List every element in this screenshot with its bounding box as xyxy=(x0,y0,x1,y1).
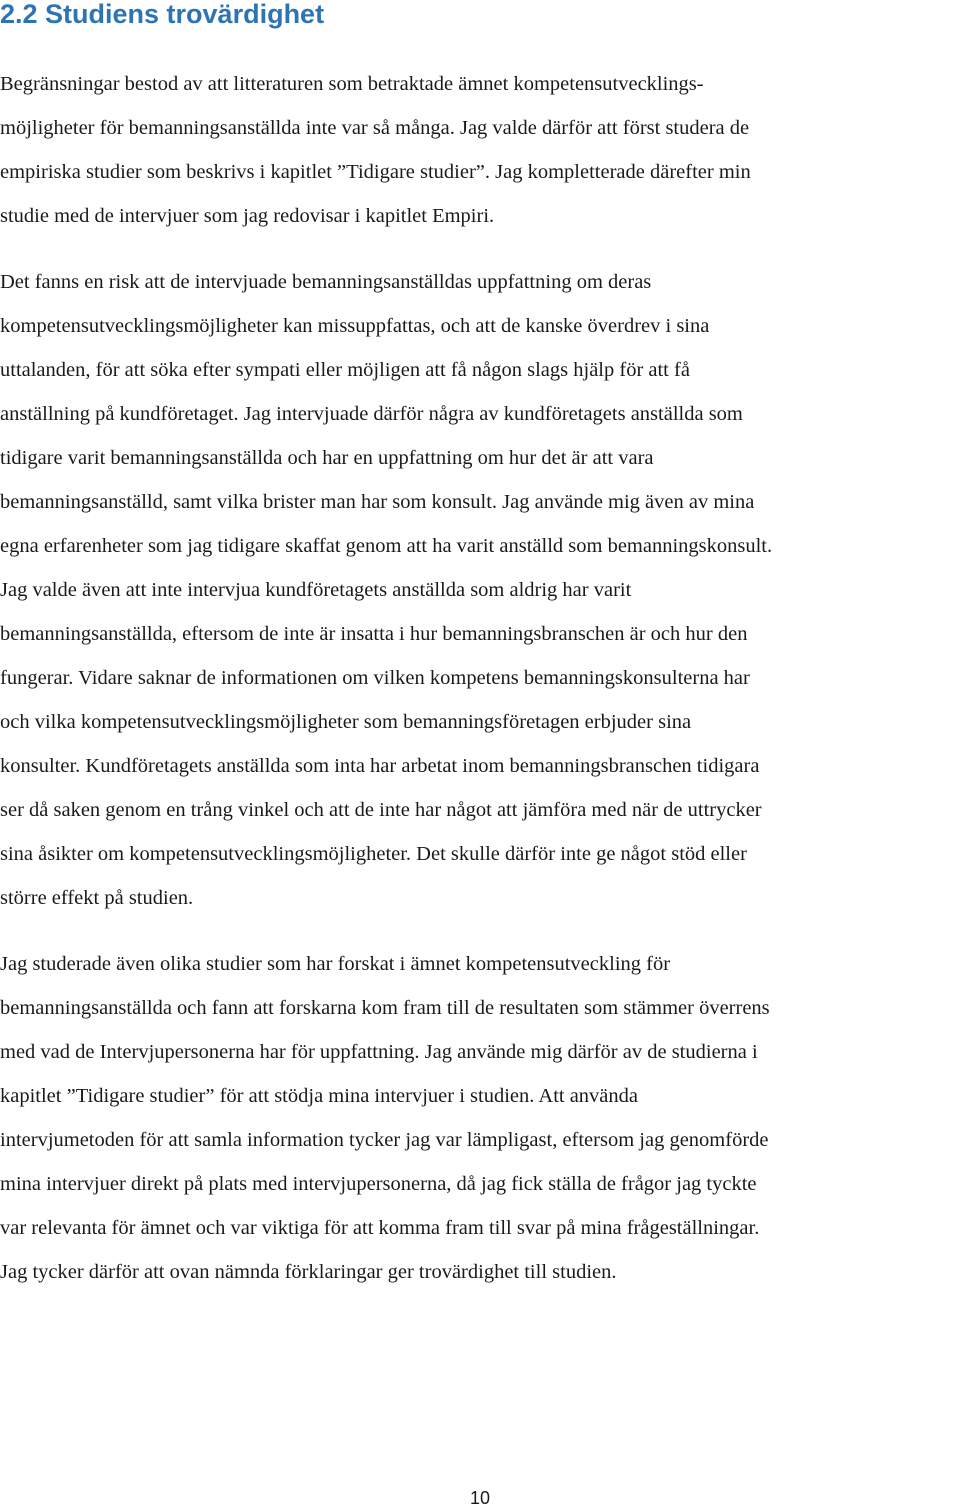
text-line: empiriska studier som beskrivs i kapitlet ”Tidigare studier”. Jag kompletterade därefter min xyxy=(0,161,751,183)
paragraph-limitations xyxy=(0,62,751,238)
text-line: Jag valde även att inte intervjua kundföretagets anställda som aldrig har varit xyxy=(0,579,632,601)
page-number: 10 xyxy=(469,1488,491,1508)
text-line: sina åsikter om kompetensutvecklingsmöjligheter. Det skulle därför inte ge något stöd eller xyxy=(0,843,747,865)
text-line: kompetensutvecklingsmöjligheter kan missuppfattas, och att de kanske överdrev i sina xyxy=(0,315,710,337)
text-line: kapitlet ”Tidigare studier” för att stödja mina intervjuer i studien. Att använda xyxy=(0,1085,639,1107)
text-line: tidigare varit bemanningsanställda och har en uppfattning om hur det är att vara xyxy=(0,447,654,469)
text-line: studie med de intervjuer som jag redovisar i kapitlet Empiri. xyxy=(0,205,495,227)
text-line: egna erfarenheter som jag tidigare skaffat genom att ha varit anställd som bemanningskonsult. xyxy=(0,535,773,557)
text-line: intervjumetoden för att samla information tycker jag var lämpligast, eftersom jag genomförde xyxy=(0,1129,769,1151)
text-line: bemanningsanställda och fann att forskarna kom fram till de resultaten som stämmer överrens xyxy=(0,997,770,1019)
section-heading: 2.2 Studiens trovärdighet xyxy=(0,0,325,29)
text-line: Jag tycker därför att ovan nämnda förklaringar ger trovärdighet till studien. xyxy=(0,1261,617,1283)
text-line: möjligheter för bemanningsanställda inte var så många. Jag valde därför att först studera de xyxy=(0,117,750,139)
paragraph-interview-risk xyxy=(0,260,772,920)
paragraph-method xyxy=(0,942,770,1294)
text-line: fungerar. Vidare saknar de informationen om vilken kompetens bemanningskonsulterna har xyxy=(0,667,750,689)
text-line: Jag studerade även olika studier som har forskat i ämnet kompetensutveckling för xyxy=(0,953,671,975)
text-line: Det fanns en risk att de intervjuade bemanningsanställdas uppfattning om deras xyxy=(0,271,652,293)
text-line: och vilka kompetensutvecklingsmöjligheter som bemanningsföretagen erbjuder sina xyxy=(0,711,692,733)
text-line: var relevanta för ämnet och var viktiga för att komma fram till svar på mina frågeställningar. xyxy=(0,1217,760,1239)
text-line: mina intervjuer direkt på plats med intervjupersonerna, då jag fick ställa de frågor jag tyckte xyxy=(0,1173,757,1195)
text-line: konsulter. Kundföretagets anställda som inta har arbetat inom bemanningsbranschen tidigara xyxy=(0,755,760,777)
text-line: anställning på kundföretaget. Jag intervjuade därför några av kundföretagets anställda som xyxy=(0,403,743,425)
text-line: bemanningsanställd, samt vilka brister man har som konsult. Jag använde mig även av mina xyxy=(0,491,755,513)
text-line: ser då saken genom en trång vinkel och att de inte har något att jämföra med när de uttrycker xyxy=(0,799,762,821)
text-line: Begränsningar bestod av att litteraturen som betraktade ämnet kompetensutvecklings- xyxy=(0,73,704,95)
text-line: med vad de Intervjupersonerna har för uppfattning. Jag använde mig därför av de studierna i xyxy=(0,1041,758,1063)
text-line: uttalanden, för att söka efter sympati eller möjligen att få någon slags hjälp för att få xyxy=(0,359,690,381)
text-line: större effekt på studien. xyxy=(0,887,194,909)
text-line: bemanningsanställda, eftersom de inte är insatta i hur bemanningsbranschen är och hur den xyxy=(0,623,748,645)
